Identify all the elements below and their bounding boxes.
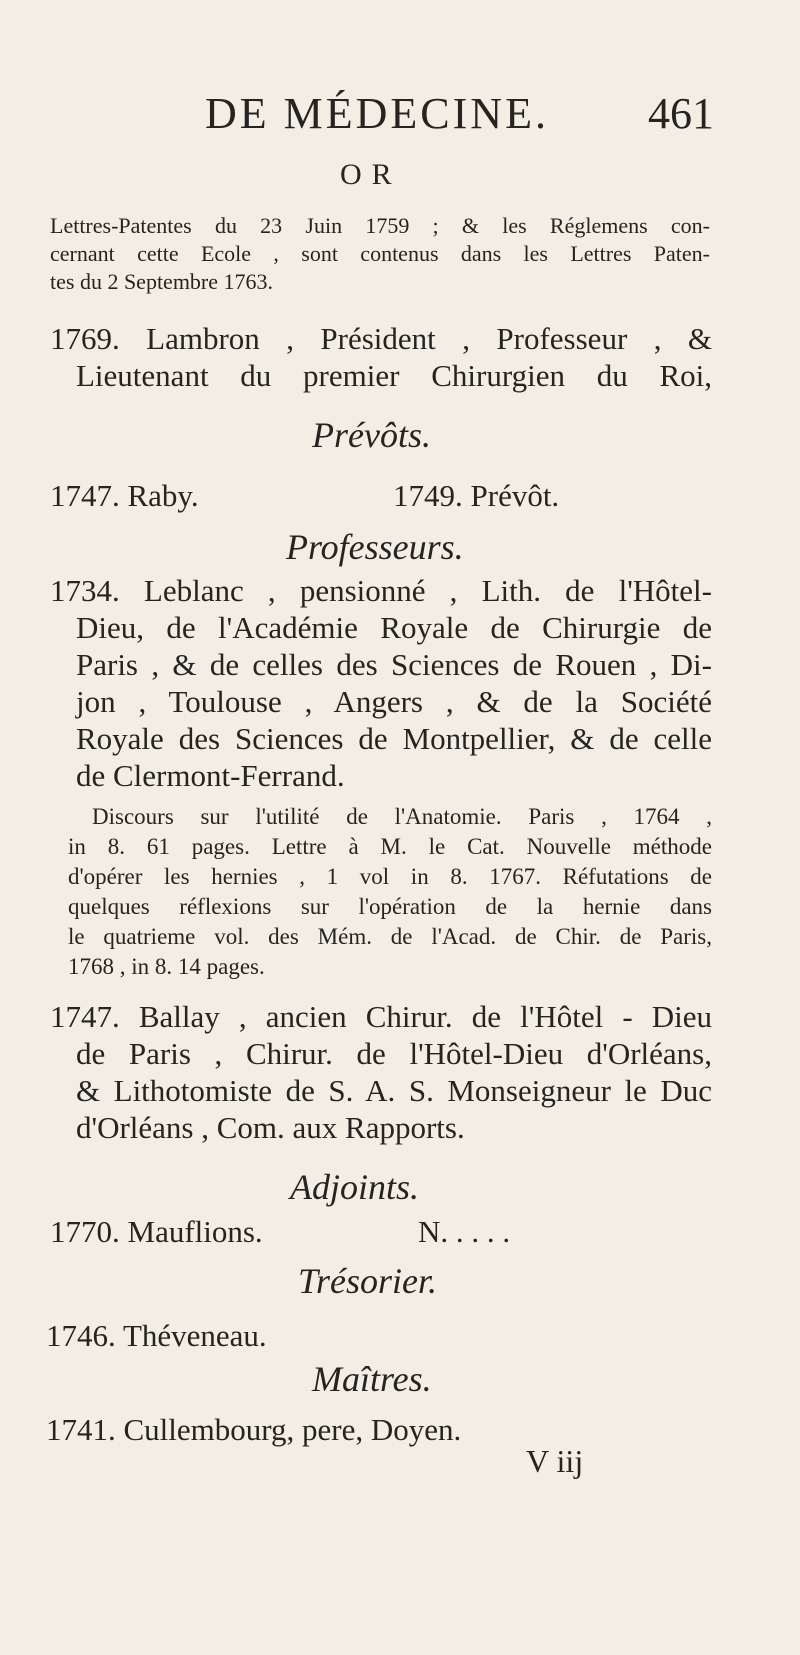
entry-leblanc bbox=[50, 572, 712, 794]
note-line: d'opérer les hernies , 1 vol in 8. 1767. Réfutations de bbox=[68, 864, 712, 889]
page-number: 461 bbox=[648, 89, 714, 138]
entry-line: de Paris , Chirur. de l'Hôtel-Dieu d'Orléans, bbox=[76, 1036, 712, 1071]
note-line: in 8. 61 pages. Lettre à M. le Cat. Nouvelle méthode bbox=[68, 834, 712, 859]
entry-line: Paris , & de celles des Sciences de Rouen , Di- bbox=[76, 647, 712, 682]
prevot-entry: 1747. Raby. bbox=[50, 478, 199, 513]
note-line: le quatrieme vol. des Mém. de l'Acad. de Chir. de Paris, bbox=[68, 924, 712, 949]
prevot-entry: 1749. Prévôt. bbox=[393, 478, 560, 513]
section-heading-tresorier: Trésorier. bbox=[298, 1261, 438, 1301]
adjoint-entry: N. . . . . bbox=[418, 1214, 511, 1249]
entry-line: Dieu, de l'Académie Royale de Chirurgie de bbox=[76, 610, 712, 645]
entry-line: de Clermont-Ferrand. bbox=[76, 758, 345, 793]
section-heading-adjoints: Adjoints. bbox=[290, 1167, 420, 1207]
tresorier-entry: 1746. Théveneau. bbox=[46, 1318, 267, 1353]
note-line: quelques réflexions sur l'opération de la hernie dans bbox=[68, 894, 712, 919]
entry-line: & Lithotomiste de S. A. S. Monseigneur le Duc bbox=[76, 1073, 712, 1108]
note-line: Discours sur l'utilité de l'Anatomie. Paris , 1764 , bbox=[92, 804, 712, 829]
publications-note bbox=[68, 802, 712, 982]
entry-line: d'Orléans , Com. aux Rapports. bbox=[76, 1110, 465, 1145]
section-heading-professeurs: Professeurs. bbox=[286, 527, 464, 567]
adjoint-entry: 1770. Mauflions. bbox=[50, 1214, 263, 1249]
entry-line: 1734. Leblanc , pensionné , Lith. de l'Hôtel- bbox=[50, 573, 712, 608]
entry-line: Lieutenant du premier Chirurgien du Roi, bbox=[76, 358, 712, 393]
department-heading: OR bbox=[340, 158, 402, 191]
entry-line: 1769. Lambron , Président , Professeur , & bbox=[50, 321, 712, 356]
entry-lambron bbox=[50, 320, 712, 394]
entry-line: Royale des Sciences de Montpellier, & de celle bbox=[76, 721, 712, 756]
entry-ballay bbox=[50, 998, 712, 1146]
running-header: DE MÉDECINE. bbox=[205, 89, 549, 138]
note-line: 1768 , in 8. 14 pages. bbox=[68, 954, 265, 979]
entry-line: 1747. Ballay , ancien Chirur. de l'Hôtel - Dieu bbox=[50, 999, 712, 1034]
intro-paragraph bbox=[50, 212, 710, 296]
maitre-entry: 1741. Cullembourg, pere, Doyen. bbox=[46, 1412, 462, 1447]
intro-line: Lettres-Patentes du 23 Juin 1759 ; & les Réglemens con- bbox=[50, 213, 710, 238]
section-heading-prevots: Prévôts. bbox=[312, 415, 431, 455]
entry-line: jon , Toulouse , Angers , & de la Société bbox=[76, 684, 712, 719]
section-heading-maitres: Maîtres. bbox=[312, 1359, 432, 1399]
signature-mark: V iij bbox=[526, 1443, 584, 1479]
intro-line: tes du 2 Septembre 1763. bbox=[50, 269, 274, 294]
intro-line: cernant cette Ecole , sont contenus dans les Lettres Paten- bbox=[50, 241, 710, 266]
